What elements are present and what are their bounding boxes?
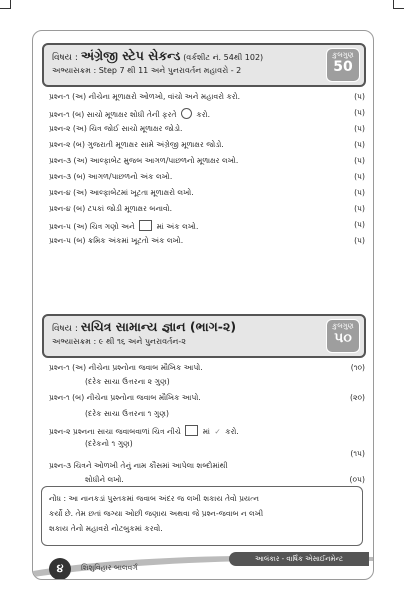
question-subtext: (દરેક સાચા ઉત્તરના ૨ ગુણ) [85, 377, 170, 386]
question-text: પ્રશ્ન-૩ (બ) આગળ/પાછળનો અંક લખો. [49, 172, 173, 181]
checkmark-icon: ✓ [214, 427, 221, 436]
total-marks-badge [326, 319, 360, 353]
question-text-part: પ્રશ્ન-૫ (અ) ચિત્ર ગણો અને [49, 222, 135, 231]
question-text: પ્રશ્ન-૨ (બ) ગુજરાતી મૂળાક્ષર સામે અંગ્રેજી મૂળાક્ષર જોડો. [49, 140, 224, 149]
total-marks-badge [326, 48, 360, 82]
section2-header [42, 314, 366, 358]
question-subtext: (દરેક સાચા ઉત્તરના ૧ ગુણ) [85, 409, 169, 418]
question-text-part: કરો. [196, 110, 210, 119]
question-text-part: પ્રશ્ન-૨ પ્રશ્નના સાચા જવાબવાળાં ચિત્ર નીચે [49, 427, 181, 436]
question-text: પ્રશ્ન-૪ (અ) આલ્ફાબેટમાં ખૂટતા મૂળાક્ષરો લખો. [49, 188, 194, 197]
question-text [49, 425, 239, 437]
box-icon [139, 220, 152, 231]
syllabus: અભ્યાસક્રમ : Step 7 થી 11 અને પુનરાવર્તન મહાવરો - 2 [52, 66, 242, 75]
question-text: પ્રશ્ન-૩ (અ) આલ્ફાબેટ મુજબ આગળ/પાછળનો મૂળાક્ષર લખો. [49, 156, 239, 165]
marks-value: ૫૦ [334, 330, 352, 346]
subject-note: (વર્કશીટ નં. 54થી 102) [183, 53, 264, 62]
note-line: નોંધ : આ નાનકડાં પુસ્તકમાં જવાબ અંદર જ લખી શકાય તેવો પ્રયત્ન [49, 494, 260, 503]
crop-mark [10, 0, 11, 9]
question-text: પ્રશ્ન-૩ ચિત્રને ઓળખી તેનું નામ કૌંસમાં આપેલા શબ્દોમાંથી [49, 461, 228, 470]
question-subtext: શોધીને લખો. [85, 475, 124, 484]
marks-label: કુલગુણ [332, 322, 354, 330]
question-marks: (૫) [354, 108, 365, 117]
crop-mark [0, 8, 10, 9]
subject-label: વિષય : [52, 53, 78, 63]
question-text-part: માં અંક લખો. [156, 222, 199, 231]
circle-icon [181, 108, 192, 119]
question-marks: (૫) [354, 188, 365, 197]
question-text: પ્રશ્ન-૧ (અ) નીચેના મૂળાક્ષરો ઓળખો, વાંચો અને મહાવરો કરો. [49, 92, 241, 101]
question-marks: (૫) [354, 204, 365, 213]
question-marks: (૫) [354, 124, 365, 133]
question-text-part: પ્રશ્ન-૧ (બ) સાચો મૂળાક્ષર શોધી તેની ફરતે [49, 110, 177, 119]
question-text: પ્રશ્ન-૫ (બ) ક્રમિક અંકમાં ખૂટતો અંક લખો. [49, 236, 184, 245]
syllabus: અભ્યાસક્રમ : ૯ થી ૧૬ અને પુનરાવર્તન-૨ [52, 337, 186, 346]
box-icon [185, 425, 198, 436]
question-marks: (૧૫) [350, 449, 365, 458]
question-text-part: માં [202, 427, 210, 436]
crop-mark [393, 0, 394, 9]
marks-label: કુલગુણ [332, 51, 354, 59]
question-marks: (૦૫) [349, 475, 365, 484]
question-text: પ્રશ્ન-૧ (બ) નીચેના પ્રશ્નોના જવાબ મૌખિક આપો. [49, 393, 201, 402]
question-text: પ્રશ્ન-૨ (અ) ચિત્ર જોઈ સાચો મૂળાક્ષર જોડો. [49, 124, 183, 133]
subject-label: વિષય : [52, 324, 78, 334]
subject-name: અંગ્રેજી સ્ટેપ સેકન્ડ [80, 48, 181, 63]
section1-header [42, 43, 366, 87]
subject-name: સચિત્ર સામાન્ય જ્ઞાન (ભાગ-૨) [80, 319, 237, 334]
section2-title [52, 319, 236, 335]
question-text: પ્રશ્ન-૪ (બ) ટપકાં જોડી મૂળાક્ષર બનાવો. [49, 204, 173, 213]
question-marks: (૧૦) [350, 363, 365, 372]
question-text: પ્રશ્ન-૧ (અ) નીચેના પ્રશ્નોના જવાબ મૌખિક આપો. [49, 363, 203, 372]
page-frame [32, 30, 374, 580]
question-subtext: (દરેકનો ૧ ગુણ) [85, 439, 133, 448]
section1-title [52, 48, 263, 64]
question-marks: (૫) [354, 172, 365, 181]
question-marks: (૨૦) [350, 393, 365, 402]
question-marks: (૫) [354, 236, 365, 245]
question-marks: (૫) [354, 140, 365, 149]
note-line: કર્યો છે. તેમ છતાં જગ્યા ઓછી જણાય અથવા જે પ્રશ્ન-જવાબ ન લખી [49, 509, 264, 518]
question-marks: (૫) [354, 92, 365, 101]
crop-mark [394, 8, 404, 9]
page-number: ૪ [49, 558, 71, 580]
question-text [49, 220, 198, 232]
question-marks: (૫) [354, 156, 365, 165]
footer-right-text: આલંકાર - વાર્ષિક એસાઈનમેન્ટ [229, 552, 369, 566]
question-text [49, 108, 210, 120]
question-marks: (૫) [354, 220, 365, 229]
note-line: શકાય તેનો મહાવરો નોટબુકમાં કરવો. [49, 524, 163, 533]
question-text-part: કરો. [225, 427, 239, 436]
marks-value: 50 [333, 59, 353, 75]
note-box [41, 486, 363, 546]
footer-left-text: શિશુવિહાર બાલવર્ગ [81, 563, 138, 572]
